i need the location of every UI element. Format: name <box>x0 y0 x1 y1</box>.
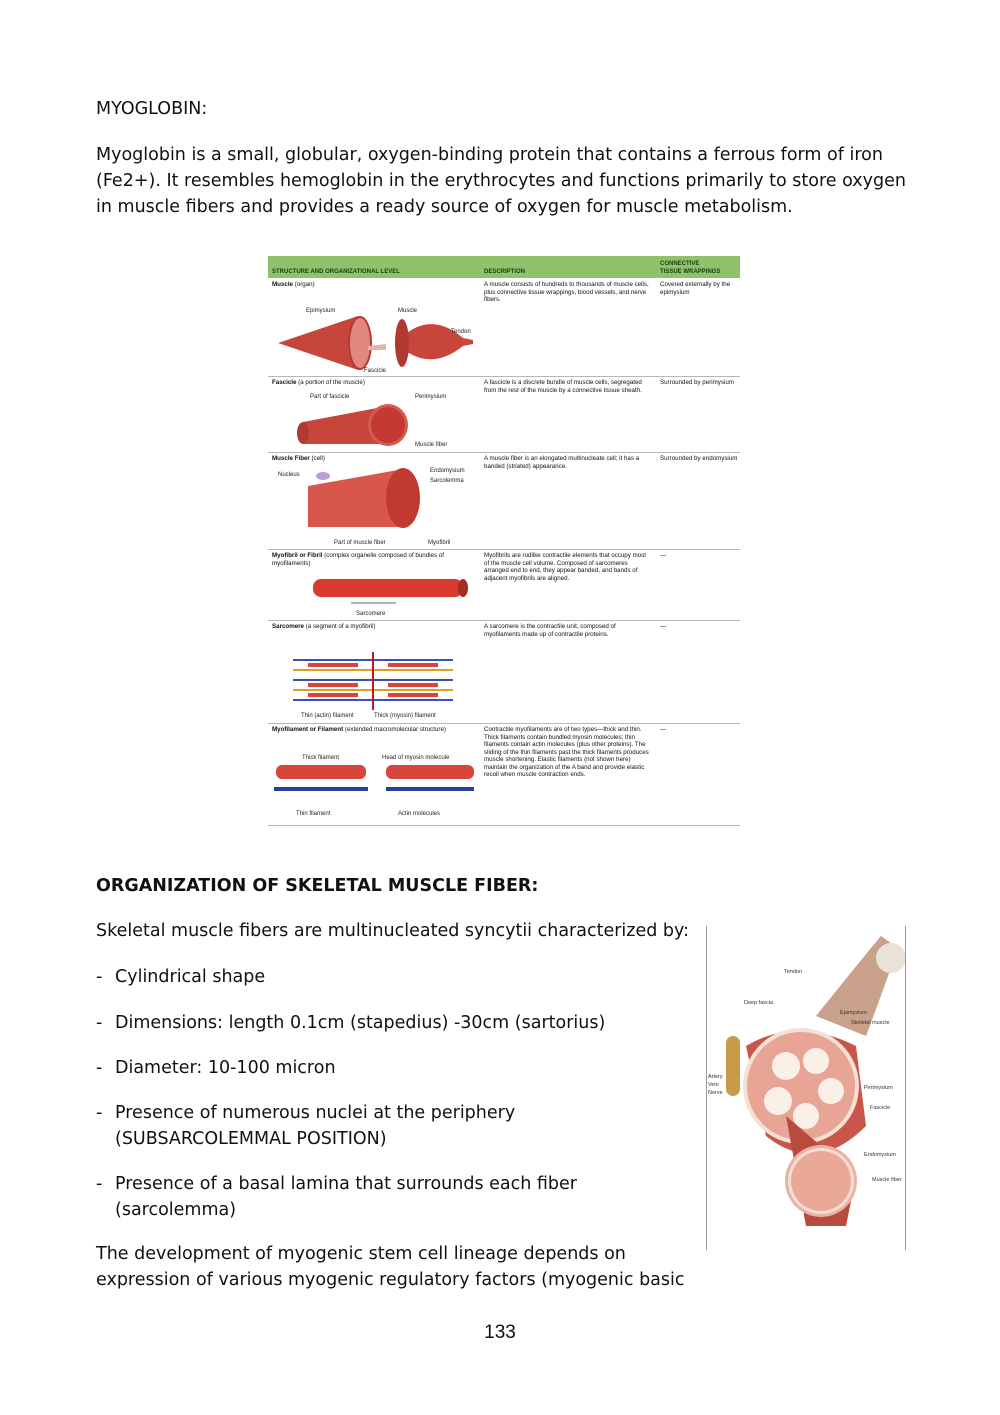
row-description: A fascicle is a discrete bundle of muscle cells, segregated from the rest of the muscle by a connective tissue sheath. <box>484 379 642 394</box>
table-row-muscle-fiber <box>268 452 740 550</box>
label-nucleus: Nucleus <box>278 472 300 478</box>
myofibril-illustration <box>268 549 478 620</box>
row-level: Sarcomere (a segment of a myofibril) <box>272 623 376 630</box>
myoglobin-paragraph: Myoglobin is a small, globular, oxygen-binding protein that contains a ferrous form of iron (Fe2+). It resembles hemoglobin in the erythrocytes and functions primarily to store oxygen in muscle fibers and provides a ready source of oxygen for muscle metabolism. <box>96 145 906 217</box>
figure-border-left <box>706 926 707 1250</box>
row-description: A muscle fiber is an elongated multinucleate cell; it has a banded (striated) appearance. <box>484 455 640 470</box>
row-description: A muscle consists of hundreds to thousands of muscle cells, plus connective tissue wrappings, blood vessels, and nerve fibers. <box>484 281 649 303</box>
table-header <box>268 256 740 278</box>
row-wrapping: Covered externally by the epimysium <box>660 281 731 296</box>
bullet-dash: - <box>96 1058 103 1078</box>
row-description: Myofibrils are rodlike contractile elements that occupy most of the muscle cell volume. Composed of sarcomeres arranged end to end, they appear banded, and bands of adjacent myofibrils are aligned. <box>484 552 646 582</box>
label-thick-filament: Thick filament <box>302 755 340 761</box>
skeletal-muscle-figure <box>706 926 906 1250</box>
label-fascicle: Fascicle <box>364 368 387 374</box>
row-wrapping: — <box>660 623 667 630</box>
row-wrapping: Surrounded by endomysium <box>660 455 738 462</box>
skeletal-muscle-illustration <box>706 926 906 1250</box>
fig2-label-fascicle: Fascicle <box>870 1105 891 1111</box>
fig2-label-tendon: Tendon <box>784 969 803 975</box>
bullet-text-line2: (SUBSARCOLEMMAL POSITION) <box>115 1129 387 1149</box>
table-row-sarcomere <box>268 620 740 724</box>
bullet-dash: - <box>96 967 103 987</box>
sarcomere-illustration <box>268 620 478 723</box>
bullet-dash: - <box>96 1174 103 1194</box>
fig2-label-nerve: Nerve <box>708 1090 723 1096</box>
fig2-label-vein: Vein <box>708 1082 719 1088</box>
bullet-text: Presence of a basal lamina that surrounds each fiber <box>115 1174 577 1194</box>
row-description: Contractile myofilaments are of two types—thick and thin. Thick filaments contain bundled myosin molecules; thin filaments contain actin molecules (plus other proteins). The sliding of the thin filaments past the thick filaments produces muscle shortening. Elastic filaments (not shown here) maintain the organization of the A band and provide elastic recoil when muscle contraction ends. <box>484 726 649 778</box>
label-myofibril: Myofibril <box>428 540 451 546</box>
label-perimysium: Perimysium <box>415 394 447 400</box>
bullet-text: Cylindrical shape <box>115 967 266 987</box>
label-part-of-fascicle: Part of fascicle <box>310 394 350 400</box>
fig2-label-muscle-fiber: Muscle fiber <box>872 1177 902 1183</box>
label-thin-actin-filament: Thin (actin) filament <box>301 713 354 719</box>
bullet-text: Diameter: 10-100 micron <box>115 1058 336 1078</box>
development-paragraph: The development of myogenic stem cell lineage depends on expression of various myogenic regulatory factors (myogenic basic <box>96 1244 685 1290</box>
row-wrapping: Surrounded by perimysium <box>660 379 734 386</box>
label-thin-filament: Thin filament <box>296 811 331 817</box>
label-tendon: Tendon <box>451 329 471 335</box>
row-wrapping: — <box>660 726 667 733</box>
label-epimysium: Epimysium <box>306 308 336 314</box>
table-row-myofibril <box>268 549 740 621</box>
label-thick-myosin-filament: Thick (myosin) filament <box>374 713 436 719</box>
label-muscle-fiber: Muscle fiber <box>415 442 448 448</box>
row-wrapping: — <box>660 552 667 559</box>
fig2-label-skeletal-muscle: Skeletal muscle <box>851 1020 890 1026</box>
muscle-organization-table <box>268 256 740 826</box>
label-head-of-myosin: Head of myosin molecule <box>382 755 450 761</box>
bullet-dash: - <box>96 1103 103 1123</box>
myofilament-illustration <box>268 723 478 825</box>
muscle-fiber-illustration <box>268 452 478 549</box>
label-actin-molecules: Actin molecules <box>398 811 441 817</box>
row-level: Muscle (organ) <box>272 281 315 288</box>
label-part-of-muscle-fiber: Part of muscle fiber <box>334 540 386 546</box>
label-sarcomere: Sarcomere <box>356 611 386 617</box>
label-muscle: Muscle <box>398 308 418 314</box>
row-level: Muscle Fiber (cell) <box>272 455 325 462</box>
organization-intro: Skeletal muscle fibers are multinucleated syncytii characterized by: <box>96 921 689 941</box>
row-level: Myofibril or Fibril (complex organelle composed of bundles of myofilaments) <box>272 552 444 567</box>
label-sarcolemma: Sarcolemma <box>430 478 464 484</box>
table-row-myofilament <box>268 723 740 826</box>
header-description: DESCRIPTION <box>484 269 526 275</box>
organization-heading: ORGANIZATION OF SKELETAL MUSCLE FIBER: <box>96 876 539 896</box>
fig2-label-epimysium: Epimysium <box>840 1010 867 1016</box>
myoglobin-heading: MYOGLOBIN: <box>96 99 208 119</box>
bullet-dash: - <box>96 1013 103 1033</box>
bullet-text: Presence of numerous nuclei at the periphery <box>115 1103 516 1123</box>
label-endomysium: Endomysium <box>430 468 465 474</box>
row-description: A sarcomere is the contractile unit, composed of myofilaments made up of contractile proteins. <box>484 623 616 638</box>
fascicle-illustration <box>268 376 478 452</box>
bullet-text: Dimensions: length 0.1cm (stapedius) -30cm (sartorius) <box>115 1013 606 1033</box>
fig2-label-endomysium: Endomysium <box>864 1152 896 1158</box>
fig2-label-deep-fascia: Deep fascia <box>744 1000 774 1006</box>
row-level: Myofilament or Filament (extended macromolecular structure) <box>272 726 446 733</box>
muscle-illustration <box>268 278 478 376</box>
fig2-label-artery: Artery <box>708 1074 723 1080</box>
table-row-fascicle <box>268 376 740 453</box>
fig2-label-perimysium: Perimysium <box>864 1085 893 1091</box>
header-wrappings: TISSUE WRAPPINGS <box>660 269 721 275</box>
figure-border-right <box>905 926 906 1250</box>
header-structure: STRUCTURE AND ORGANIZATIONAL LEVEL <box>272 269 400 275</box>
table-row-muscle <box>268 278 740 377</box>
row-level: Fascicle (a portion of the muscle) <box>272 379 365 386</box>
page-number: 133 <box>484 1322 516 1343</box>
header-connective: CONNECTIVE <box>660 261 700 267</box>
bullet-text-line2: (sarcolemma) <box>115 1200 237 1220</box>
